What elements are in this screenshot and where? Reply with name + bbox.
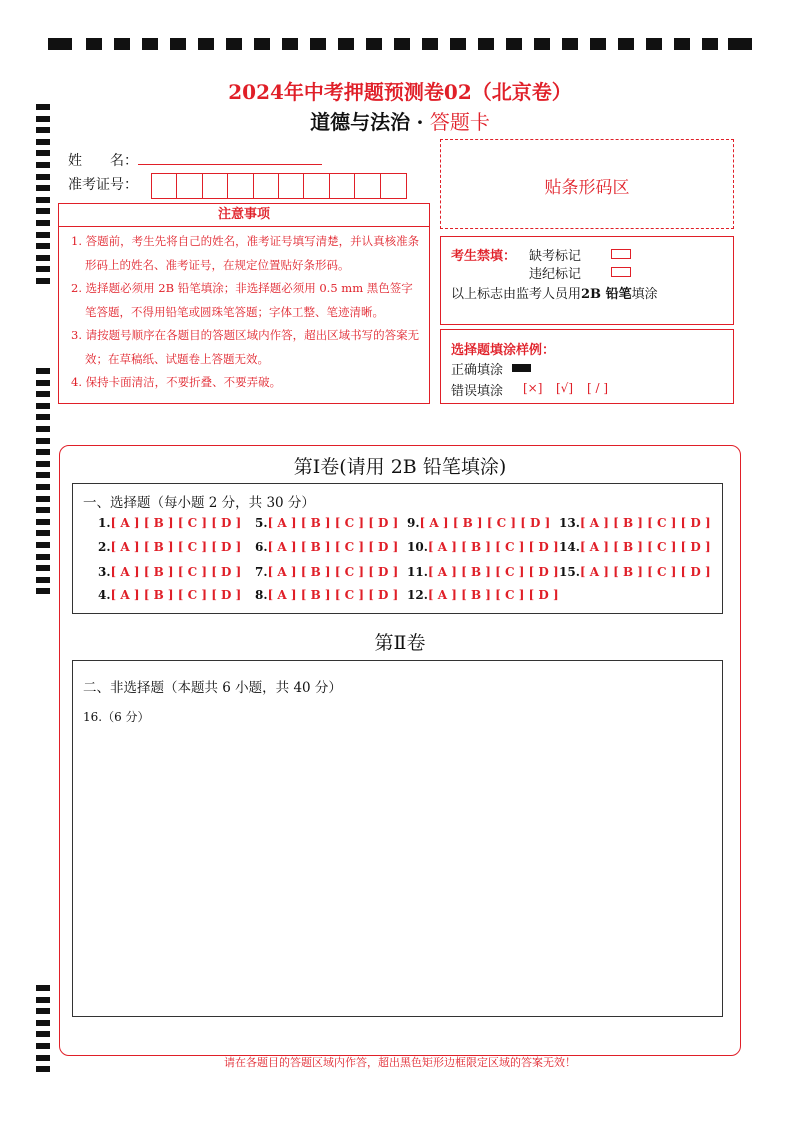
mc-question[interactable]: 14.[ A ] [ B ] [ C ] [ D ] bbox=[559, 540, 711, 554]
timing-mark bbox=[36, 565, 50, 571]
mc-question[interactable]: 15.[ A ] [ B ] [ C ] [ D ] bbox=[559, 565, 711, 579]
timing-mark bbox=[36, 542, 50, 548]
timing-mark bbox=[36, 391, 50, 397]
absent-mark-box[interactable] bbox=[611, 249, 631, 259]
timing-mark bbox=[36, 255, 50, 261]
timing-mark bbox=[36, 997, 50, 1003]
mc-question[interactable]: 7.[ A ] [ B ] [ C ] [ D ] bbox=[255, 565, 399, 579]
exam-id-digit-box[interactable] bbox=[177, 174, 202, 198]
timing-mark bbox=[36, 507, 50, 513]
exam-id-digit-box[interactable] bbox=[254, 174, 279, 198]
timing-mark bbox=[36, 197, 50, 203]
question-16-label: 16.（6 分） bbox=[83, 710, 150, 724]
mc-question[interactable]: 12.[ A ] [ B ] [ C ] [ D ] bbox=[407, 588, 559, 602]
mc-question[interactable]: 10.[ A ] [ B ] [ C ] [ D ] bbox=[407, 540, 559, 554]
sample-heading: 选择题填涂样例： bbox=[451, 343, 556, 358]
notice-item: 2. 选择题必须用 2B 铅笔填涂；非选择题必须用 0.5 mm 黑色签字笔答题，不得用铅笔或圆珠笔答题；字体工整、笔迹清晰。 bbox=[71, 281, 413, 319]
section1-title: 第Ⅰ卷(请用 2B 铅笔填涂) bbox=[293, 456, 507, 478]
violation-label: 违纪标记 bbox=[529, 267, 582, 282]
proctor-note-pre: 以上标志由监考人员用 bbox=[451, 287, 582, 302]
exam-id-digit-box[interactable] bbox=[279, 174, 304, 198]
timing-mark bbox=[36, 484, 50, 490]
exam-id-digit-box[interactable] bbox=[304, 174, 329, 198]
mc-question[interactable]: 9.[ A ] [ B ] [ C ] [ D ] bbox=[407, 516, 551, 530]
proctor-note-bold: 2B 铅笔 bbox=[581, 287, 632, 302]
mc-question[interactable]: 6.[ A ] [ B ] [ C ] [ D ] bbox=[255, 540, 399, 554]
proctor-note-post: 填涂 bbox=[631, 287, 658, 302]
timing-mark bbox=[36, 232, 50, 238]
notice-item: 4. 保持卡面清洁，不要折叠、不要弄破。 bbox=[71, 375, 282, 389]
free-response-box[interactable] bbox=[72, 660, 723, 1017]
timing-mark bbox=[36, 139, 50, 145]
timing-mark bbox=[36, 380, 50, 386]
notice-item: 3. 请按题号顺序在各题目的答题区域内作答，超出区域书写的答案无效；在草稿纸、试题卷上答题无效。 bbox=[71, 328, 420, 366]
section2-title: 第Ⅱ卷 bbox=[374, 632, 426, 654]
timing-mark bbox=[36, 414, 50, 420]
timing-mark bbox=[36, 174, 50, 180]
exam-id-digit-box[interactable] bbox=[152, 174, 177, 198]
mc-question[interactable]: 8.[ A ] [ B ] [ C ] [ D ] bbox=[255, 588, 399, 602]
exam-title: 2024年中考押题预测卷02（北京卷） bbox=[228, 80, 572, 104]
timing-mark bbox=[36, 496, 50, 502]
footer-warning: 请在各题目的答题区域内作答，超出黑色矩形边框限定区域的答案无效！ bbox=[224, 1056, 576, 1069]
barcode-area bbox=[440, 139, 734, 229]
timing-mark bbox=[36, 278, 50, 284]
timing-mark bbox=[36, 185, 50, 191]
timing-mark bbox=[36, 438, 50, 444]
section1-heading: 一、选择题（每小题 2 分，共 30 分） bbox=[83, 495, 315, 511]
timing-mark bbox=[36, 1008, 50, 1014]
timing-mark bbox=[36, 162, 50, 168]
proctor-note bbox=[451, 283, 658, 302]
notice-item: 1. 答题前，考生先将自己的姓名，准考证号填写清楚，并认真核准条形码上的姓名、准考证号，在规定位置贴好条形码。 bbox=[71, 234, 420, 272]
timing-mark bbox=[36, 1031, 50, 1037]
subject-name: 道德与法治 bbox=[310, 110, 411, 134]
exam-id-digit-box[interactable] bbox=[381, 174, 406, 198]
notice-box bbox=[58, 203, 430, 404]
timing-mark bbox=[36, 554, 50, 560]
name-field[interactable] bbox=[138, 164, 322, 165]
multiple-choice-box bbox=[72, 483, 723, 614]
timing-mark bbox=[36, 266, 50, 272]
proctor-label: 考生禁填： bbox=[451, 249, 517, 264]
mc-question[interactable]: 5.[ A ] [ B ] [ C ] [ D ] bbox=[255, 516, 399, 530]
wrong-fill-label: 错误填涂 bbox=[451, 384, 504, 399]
correct-fill-mark bbox=[512, 364, 531, 372]
subject-title bbox=[0, 106, 800, 135]
wrong-mark: [×] bbox=[523, 381, 543, 395]
notice-heading: 注意事项 bbox=[59, 204, 429, 227]
name-label: 姓 名： bbox=[68, 153, 138, 169]
timing-mark bbox=[36, 588, 50, 594]
mc-question[interactable]: 4.[ A ] [ B ] [ C ] [ D ] bbox=[98, 588, 242, 602]
mc-question[interactable]: 2.[ A ] [ B ] [ C ] [ D ] bbox=[98, 540, 242, 554]
mc-question[interactable]: 1.[ A ] [ B ] [ C ] [ D ] bbox=[98, 516, 242, 530]
mc-question[interactable]: 13.[ A ] [ B ] [ C ] [ D ] bbox=[559, 516, 711, 530]
timing-mark bbox=[36, 426, 50, 432]
timing-mark bbox=[36, 530, 50, 536]
exam-id-digit-box[interactable] bbox=[228, 174, 253, 198]
timing-marks-top bbox=[48, 38, 752, 52]
proctor-marks-box bbox=[440, 236, 734, 325]
timing-mark bbox=[36, 577, 50, 583]
timing-mark bbox=[36, 150, 50, 156]
timing-mark bbox=[36, 985, 50, 991]
exam-id-digit-box[interactable] bbox=[355, 174, 380, 198]
timing-mark bbox=[36, 1043, 50, 1049]
mc-question[interactable]: 11.[ A ] [ B ] [ C ] [ D ] bbox=[407, 565, 559, 579]
timing-mark bbox=[36, 403, 50, 409]
barcode-label: 贴条形码区 bbox=[544, 178, 630, 198]
exam-id-label: 准考证号： bbox=[68, 177, 138, 193]
correct-fill-label: 正确填涂 bbox=[451, 363, 504, 378]
timing-mark bbox=[36, 368, 50, 374]
wrong-mark: [ / ] bbox=[587, 381, 609, 395]
absent-label: 缺考标记 bbox=[529, 249, 582, 264]
exam-id-digit-box[interactable] bbox=[203, 174, 228, 198]
violation-mark-box[interactable] bbox=[611, 267, 631, 277]
answer-card-label: 答题卡 bbox=[429, 110, 490, 134]
timing-mark bbox=[36, 243, 50, 249]
section2-heading: 二、非选择题（本题共 6 小题，共 40 分） bbox=[83, 680, 342, 696]
title-dot: · bbox=[416, 110, 424, 134]
mc-question[interactable]: 3.[ A ] [ B ] [ C ] [ D ] bbox=[98, 565, 242, 579]
exam-id-digit-box[interactable] bbox=[330, 174, 355, 198]
timing-mark bbox=[36, 519, 50, 525]
timing-mark bbox=[36, 1020, 50, 1026]
timing-mark bbox=[36, 208, 50, 214]
wrong-mark: [√] bbox=[556, 381, 574, 395]
fill-sample-box bbox=[440, 329, 734, 404]
exam-id-boxes[interactable] bbox=[151, 173, 407, 199]
timing-mark bbox=[36, 220, 50, 226]
